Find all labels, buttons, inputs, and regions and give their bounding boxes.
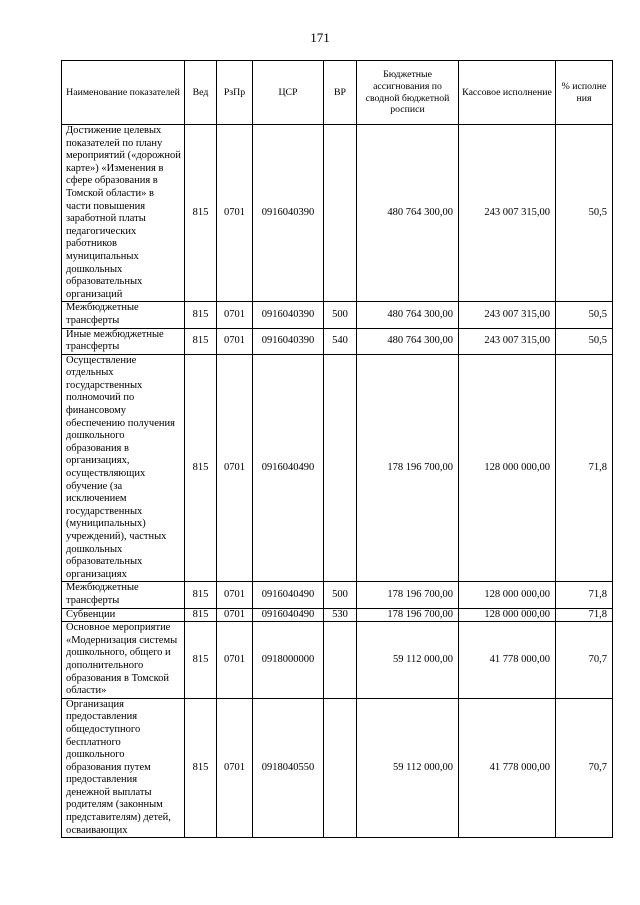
row-vr <box>324 698 357 838</box>
row-vr <box>324 622 357 699</box>
table-row <box>62 698 613 838</box>
row-kassa: 128 000 000,00 <box>459 608 556 622</box>
row-rzpr: 0701 <box>217 302 253 328</box>
row-name: Межбюджетные трансферты <box>62 582 185 608</box>
row-budget: 480 764 300,00 <box>357 328 459 354</box>
table-row <box>62 622 613 699</box>
row-vr: 540 <box>324 328 357 354</box>
row-name: Организация предоставления общедоступного бесплатного дошкольного образования путем предоставления денежной выплаты родителям (законным представителям) детей, осваивающих <box>62 698 185 838</box>
row-name: Иные межбюджетные трансферты <box>62 328 185 354</box>
row-ved: 815 <box>185 125 217 302</box>
header-ved: Вед <box>185 61 217 125</box>
header-kassa: Кассовое исполнение <box>459 61 556 125</box>
row-ved: 815 <box>185 302 217 328</box>
row-pct: 50,5 <box>556 302 613 328</box>
row-kassa: 128 000 000,00 <box>459 354 556 582</box>
row-csr: 0916040390 <box>253 328 324 354</box>
row-name: Осуществление отдельных государственных полномочий по финансовому обеспечению получения дошкольного образования в организациях, осуществляющих обучение (за исключением государственных (муниципальных) учреждений), частных дошкольных образовательных организациях <box>62 354 185 582</box>
row-kassa: 243 007 315,00 <box>459 328 556 354</box>
row-kassa: 128 000 000,00 <box>459 582 556 608</box>
row-pct: 71,8 <box>556 354 613 582</box>
row-budget: 480 764 300,00 <box>357 302 459 328</box>
table-header-row <box>62 61 613 125</box>
row-vr <box>324 354 357 582</box>
row-ved: 815 <box>185 354 217 582</box>
page-number: 171 <box>310 30 330 45</box>
table-row <box>62 354 613 582</box>
row-budget: 59 112 000,00 <box>357 698 459 838</box>
row-pct: 50,5 <box>556 125 613 302</box>
header-pct: % исполне ния <box>556 61 613 125</box>
row-budget: 178 196 700,00 <box>357 582 459 608</box>
table-row <box>62 582 613 608</box>
row-pct: 71,8 <box>556 608 613 622</box>
row-rzpr: 0701 <box>217 582 253 608</box>
row-pct: 70,7 <box>556 622 613 699</box>
row-budget: 178 196 700,00 <box>357 608 459 622</box>
row-vr: 500 <box>324 582 357 608</box>
row-pct: 50,5 <box>556 328 613 354</box>
header-budget: Бюджетные ассигнования по сводной бюджетной росписи <box>357 61 459 125</box>
row-name: Субвенции <box>62 608 185 622</box>
row-rzpr: 0701 <box>217 608 253 622</box>
row-kassa: 243 007 315,00 <box>459 125 556 302</box>
header-csr: ЦСР <box>253 61 324 125</box>
row-name: Основное мероприятие «Модернизация системы дошкольного, общего и дополнительного образования в Томской области» <box>62 622 185 699</box>
row-budget: 59 112 000,00 <box>357 622 459 699</box>
row-vr <box>324 125 357 302</box>
row-csr: 0918000000 <box>253 622 324 699</box>
budget-execution-table <box>61 60 613 838</box>
row-rzpr: 0701 <box>217 698 253 838</box>
row-csr: 0916040490 <box>253 354 324 582</box>
row-vr: 530 <box>324 608 357 622</box>
row-budget: 480 764 300,00 <box>357 125 459 302</box>
table-row <box>62 328 613 354</box>
header-vr: ВР <box>324 61 357 125</box>
row-rzpr: 0701 <box>217 328 253 354</box>
row-csr: 0916040490 <box>253 608 324 622</box>
row-ved: 815 <box>185 582 217 608</box>
table-row <box>62 125 613 302</box>
row-kassa: 41 778 000,00 <box>459 698 556 838</box>
row-kassa: 243 007 315,00 <box>459 302 556 328</box>
table-row <box>62 302 613 328</box>
row-pct: 71,8 <box>556 582 613 608</box>
row-rzpr: 0701 <box>217 125 253 302</box>
row-pct: 70,7 <box>556 698 613 838</box>
row-name: Межбюджетные трансферты <box>62 302 185 328</box>
row-csr: 0916040390 <box>253 125 324 302</box>
row-budget: 178 196 700,00 <box>357 354 459 582</box>
row-name: Достижение целевых показателей по плану мероприятий («дорожной карте») «Изменения в сфере образования в Томской области» в части повышения заработной платы педагогических работников муниципальных дошкольных образовательных организаций <box>62 125 185 302</box>
table-row <box>62 608 613 622</box>
row-csr: 0918040550 <box>253 698 324 838</box>
header-rzpr: РзПр <box>217 61 253 125</box>
header-name: Наименование показателей <box>62 61 185 125</box>
row-rzpr: 0701 <box>217 622 253 699</box>
row-csr: 0916040390 <box>253 302 324 328</box>
row-ved: 815 <box>185 622 217 699</box>
row-ved: 815 <box>185 608 217 622</box>
row-vr: 500 <box>324 302 357 328</box>
row-ved: 815 <box>185 328 217 354</box>
row-csr: 0916040490 <box>253 582 324 608</box>
row-rzpr: 0701 <box>217 354 253 582</box>
row-ved: 815 <box>185 698 217 838</box>
row-kassa: 41 778 000,00 <box>459 622 556 699</box>
